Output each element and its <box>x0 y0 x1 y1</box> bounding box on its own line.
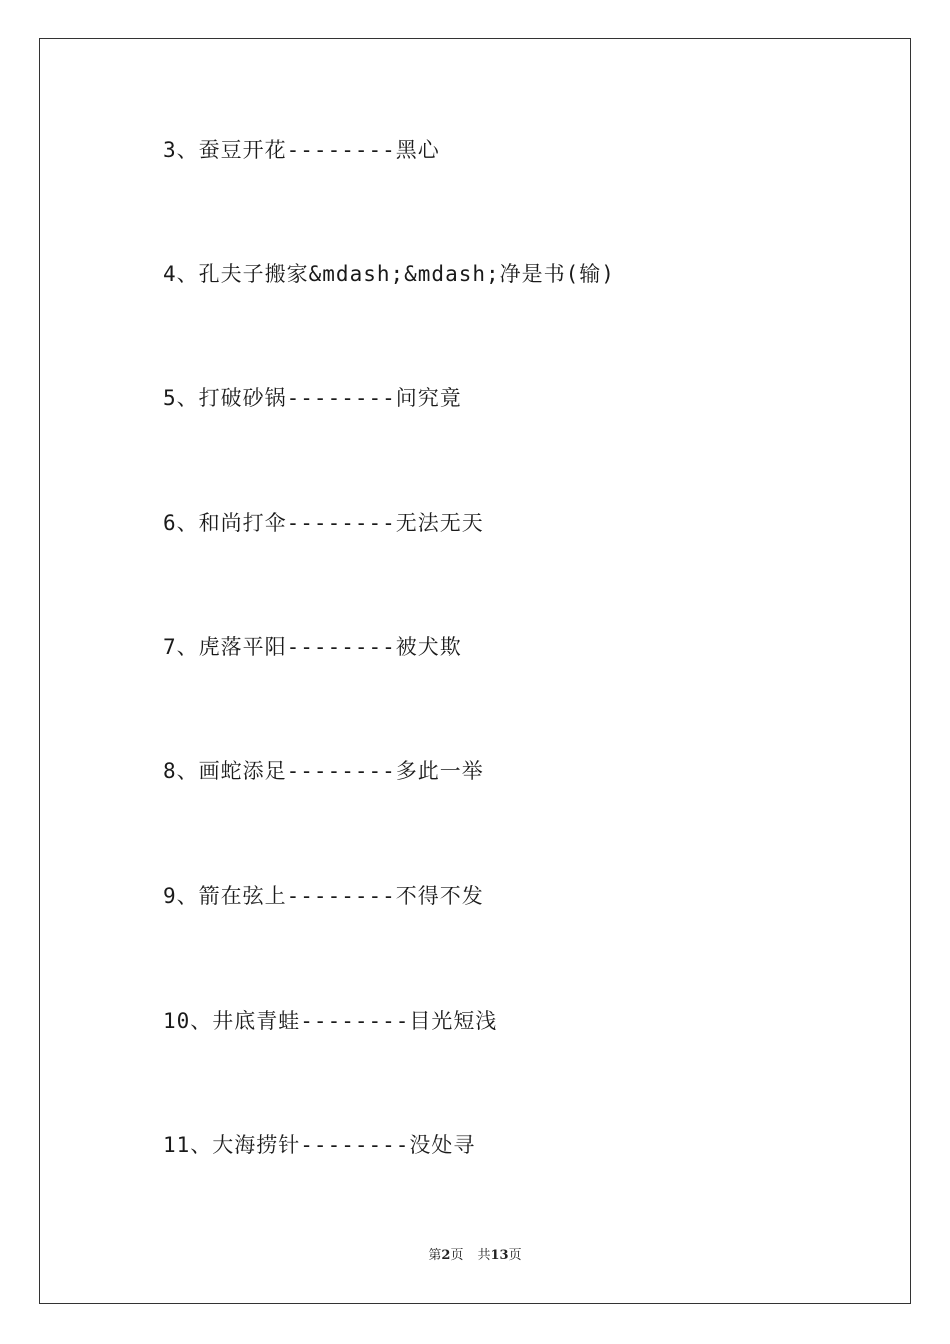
list-item: 5、打破砂锅--------问究竟 <box>163 386 462 410</box>
total-pages: 13 <box>490 1248 509 1263</box>
total-suffix: 页 <box>508 1248 522 1263</box>
list-item: 3、蚕豆开花--------黑心 <box>163 138 440 162</box>
list-item: 8、画蛇添足--------多此一举 <box>163 759 484 783</box>
page-number: 2 <box>441 1248 451 1263</box>
list-item: 7、虎落平阳--------被犬欺 <box>163 635 462 659</box>
list-item: 11、大海捞针--------没处寻 <box>163 1133 476 1157</box>
list-item: 9、箭在弦上--------不得不发 <box>163 884 484 908</box>
list-item: 6、和尚打伞--------无法无天 <box>163 511 484 535</box>
page-suffix: 页 <box>450 1248 464 1263</box>
total-prefix: 共 <box>477 1248 491 1263</box>
page-footer <box>0 1247 950 1265</box>
list-item: 4、孔夫子搬家&mdash;&mdash;净是书(输) <box>163 262 615 286</box>
page-border <box>39 38 911 1304</box>
page-prefix: 第 <box>428 1248 442 1263</box>
list-item: 10、井底青蛙--------目光短浅 <box>163 1009 498 1033</box>
